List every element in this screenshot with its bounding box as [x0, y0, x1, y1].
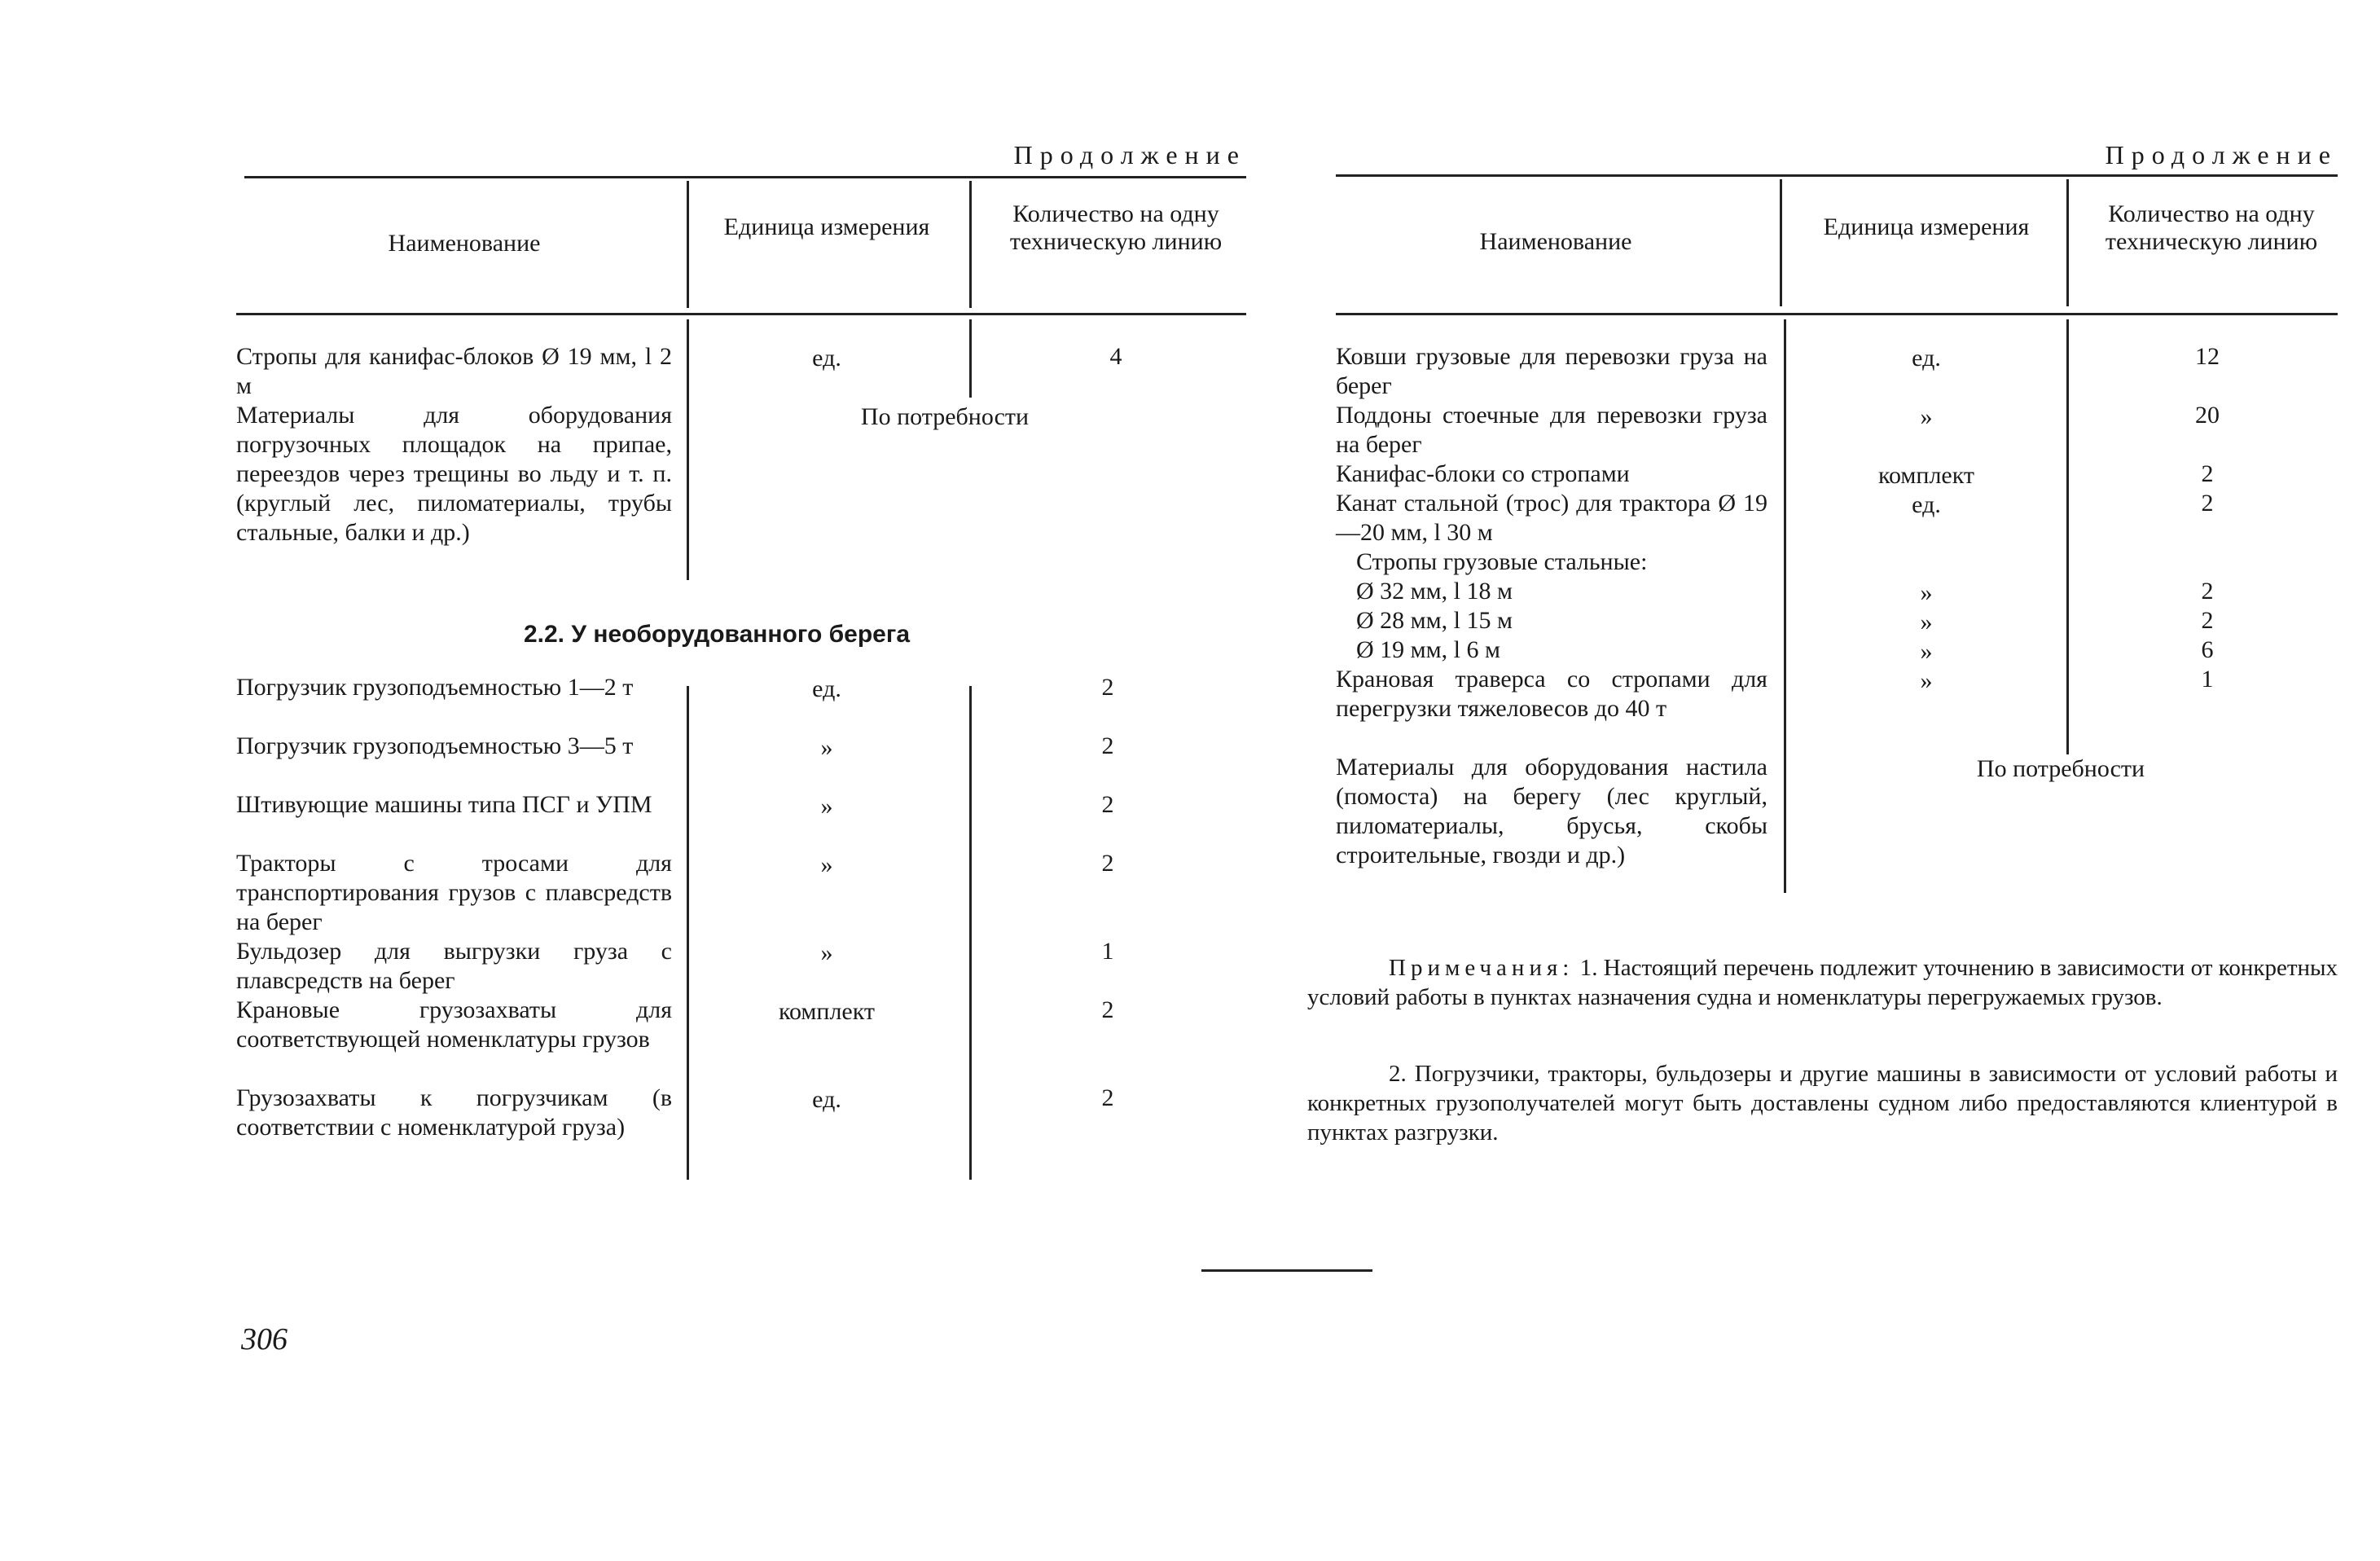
right-row-6-qty: 2: [2201, 578, 2214, 605]
page-number: 306: [241, 1322, 288, 1357]
right-row-4-name: Канат стальной (трос) для трактора Ø 19—20 мм, l 30 м: [1336, 490, 1767, 546]
left-row-b4-qty: 2: [1101, 850, 1114, 877]
left-row-b6-qty: 2: [1101, 996, 1114, 1023]
left-row-a2-name: Материалы для оборудования погрузочных площадок на припае, переездов через трещины во льду и т. п. (круглый лес, пиломатериалы, трубы стальные, балки и др.): [236, 402, 672, 546]
right-row-6-name: Ø 32 мм, l 18 м: [1356, 578, 1513, 605]
right-row-4-unit: ед.: [1912, 491, 1941, 518]
right-row-9-name: Крановая траверса со стропами для перегрузки тяжеловесов до 40 т: [1336, 666, 1767, 722]
left-header-bottom-rule: [236, 313, 1246, 315]
left-header-top-rule: [244, 176, 1246, 178]
right-row-7-qty: 2: [2201, 607, 2214, 634]
left-header-unit: Единица измерения: [723, 213, 930, 240]
note-1-text: 1. Настоящий перечень подлежит уточнению в зависимости от конкретных условий работы в пунктах назначения судна и номенклатуры перегружаемых грузов.: [1307, 955, 2338, 1010]
right-row-1-qty: 12: [2195, 343, 2220, 370]
left-row-b4-name: Тракторы с тросами для транспортирования грузов с плавсредств на берег: [236, 850, 672, 935]
left-continuation-label: Продолжение: [1013, 140, 1246, 169]
left-header-qty: Количество на одну техническую линию: [1009, 200, 1223, 255]
right-row-9-qty: 1: [2201, 666, 2214, 693]
right-row-2-name: Поддоны стоечные для перевозки груза на берег: [1336, 402, 1767, 458]
left-row-b1-name: Погрузчик грузоподъемностью 1—2 т: [236, 674, 634, 701]
left-row-b3-unit: »: [820, 793, 833, 820]
note-2: 2. Погрузчики, тракторы, бульдозеры и другие машины в зависимости от условий работы и конкретных грузополучателей могут быть доставлены судном либо предоставляются клиентурой в пунктах разгрузки.: [1307, 1061, 2338, 1145]
left-row-b2-qty: 2: [1101, 732, 1114, 759]
left-row-b3-qty: 2: [1101, 791, 1114, 818]
left-row-b3-name: Штивующие машины типа ПСГ и УПМ: [236, 791, 652, 818]
right-row-1-unit: ед.: [1912, 345, 1941, 372]
right-header-top-rule: [1336, 174, 2338, 177]
right-row-2-unit: »: [1920, 403, 1933, 430]
right-header-name: Наименование: [1479, 228, 1632, 255]
right-row-3-qty: 2: [2201, 460, 2214, 487]
left-row-b7-unit: ед.: [812, 1086, 841, 1113]
left-row-b5-name: Бульдозер для выгрузки груза с плавсредств на берег: [236, 938, 672, 994]
right-header-unit: Единица измерения: [1823, 213, 2030, 240]
left-section-title: 2.2. У необорудованного берега: [523, 621, 911, 648]
right-row-8-name: Ø 19 мм, l 6 м: [1356, 636, 1500, 663]
right-row-8-unit: »: [1920, 638, 1933, 665]
right-row-7-unit: »: [1920, 609, 1933, 635]
left-row-b5-unit: »: [820, 939, 833, 966]
note-1: [1307, 953, 2338, 1012]
right-row-9-unit: »: [1920, 667, 1933, 694]
right-row-2-qty: 20: [2195, 402, 2220, 429]
left-row-a1-unit: ед.: [812, 345, 841, 372]
right-row-3-unit: комплект: [1877, 462, 1975, 489]
notes-lead: Примечания:: [1389, 955, 1574, 981]
end-rule: [1201, 1269, 1372, 1272]
left-row-a1-name: Стропы для канифас-блоков Ø 19 мм, l 2 м: [236, 343, 672, 399]
left-row-b2-name: Погрузчик грузоподъемностью 3—5 т: [236, 732, 634, 759]
right-row-8-qty: 6: [2201, 636, 2214, 663]
left-row-b1-unit: ед.: [812, 675, 841, 702]
right-header-qty: Количество на одну техническую линию: [2105, 200, 2318, 255]
right-row-1-name: Ковши грузовые для перевозки груза на берег: [1336, 343, 1767, 399]
left-row-b5-qty: 1: [1101, 938, 1114, 965]
right-row-7-name: Ø 28 мм, l 15 м: [1356, 607, 1513, 634]
left-header-name: Наименование: [388, 230, 541, 257]
left-row-b1-qty: 2: [1101, 674, 1114, 701]
left-row-a2-span: По потребности: [860, 403, 1030, 430]
left-row-b4-unit: »: [820, 851, 833, 878]
right-row-10-span: По потребности: [1976, 755, 2145, 782]
right-row-10-name: Материалы для оборудования настила (помоста) на берегу (лес круглый, пиломатериалы, брусья, скобы строительные, гвозди и др.): [1336, 754, 1767, 868]
left-row-b6-name: Крановые грузозахваты для соответствующей номенклатуры грузов: [236, 996, 672, 1053]
left-row-b7-name: Грузозахваты к погрузчикам (в соответствии с номенклатурой груза): [236, 1084, 672, 1141]
right-row-4-qty: 2: [2201, 490, 2214, 517]
left-row-a1-qty: 4: [1109, 343, 1122, 370]
right-row-3-name: Канифас-блоки со стропами: [1336, 460, 1630, 487]
right-continuation-label: Продолжение: [2105, 140, 2338, 169]
right-header-bottom-rule: [1336, 313, 2338, 315]
left-row-b7-qty: 2: [1101, 1084, 1114, 1111]
left-row-b2-unit: »: [820, 734, 833, 761]
left-row-b6-unit: комплект: [778, 998, 876, 1025]
right-row-5-name: Стропы грузовые стальные:: [1356, 548, 1648, 575]
right-row-6-unit: »: [1920, 579, 1933, 606]
